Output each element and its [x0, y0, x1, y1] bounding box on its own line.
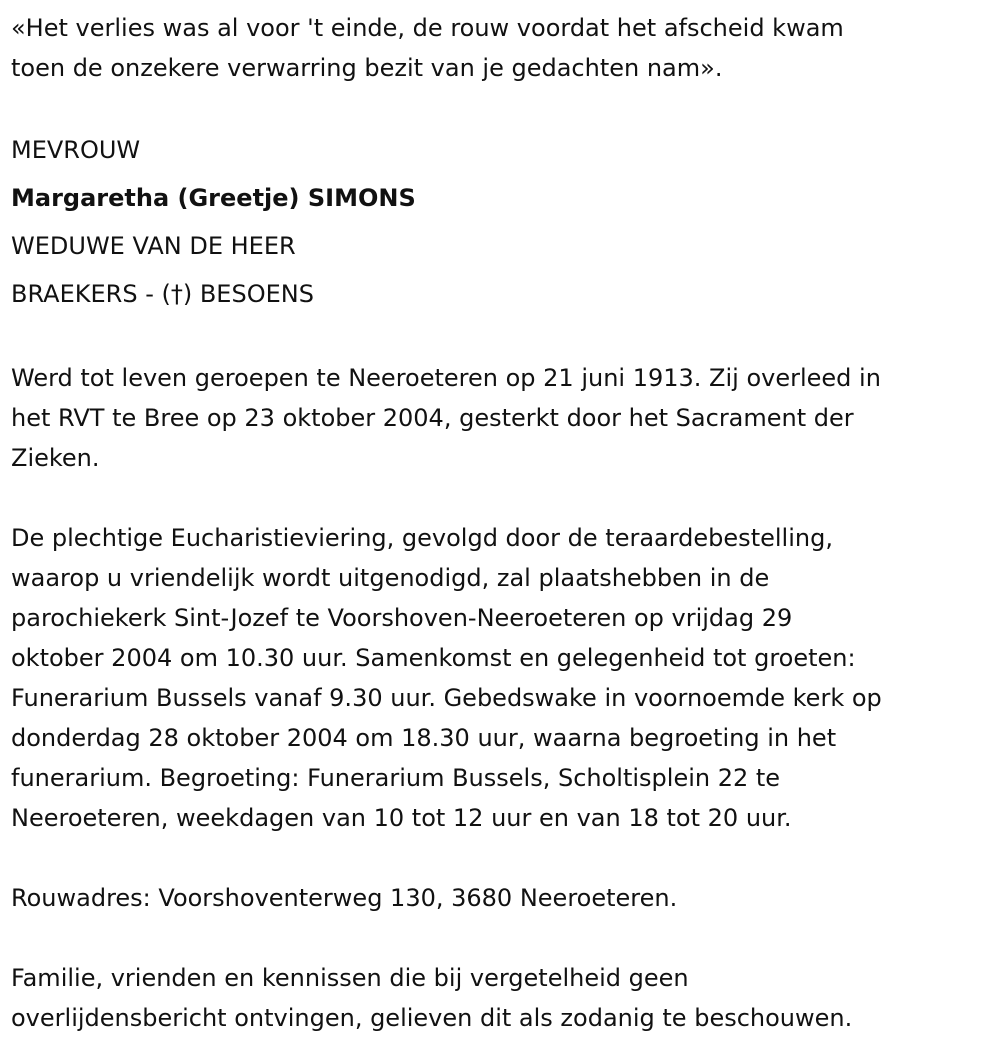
ceremony-paragraph: [11, 518, 986, 838]
paragraph-line: De plechtige Eucharistieviering, gevolgd door de teraardebestelling,: [11, 524, 833, 552]
paragraph-line: donderdag 28 oktober 2004 om 18.30 uur, waarna begroeting in het: [11, 724, 837, 752]
quote-line: «Het verlies was al voor 't einde, de rouw voordat het afscheid kwam: [11, 14, 844, 42]
quote-line: toen de onzekere verwarring bezit van je gedachten nam».: [11, 54, 723, 82]
deceased-name: Margaretha (Greetje) SIMONS: [11, 184, 416, 212]
paragraph-line: funerarium. Begroeting: Funerarium Bussels, Scholtisplein 22 te: [11, 764, 781, 792]
honorific: MEVROUW: [11, 136, 141, 164]
paragraph-line: Werd tot leven geroepen te Neeroeteren op 21 juni 1913. Zij overleed in: [11, 364, 881, 392]
paragraph-line: parochiekerk Sint-Jozef te Voorshoven-Neeroeteren op vrijdag 29: [11, 604, 793, 632]
paragraph-line: Funerarium Bussels vanaf 9.30 uur. Gebedswake in voornoemde kerk op: [11, 684, 882, 712]
opening-quote: [11, 8, 971, 88]
paragraph-line: oktober 2004 om 10.30 uur. Samenkomst en gelegenheid tot groeten:: [11, 644, 856, 672]
paragraph-line: overlijdensbericht ontvingen, gelieven dit als zodanig te beschouwen.: [11, 1004, 853, 1032]
spouse-name: BRAEKERS - (†) BESOENS: [11, 280, 314, 308]
closing-paragraph: [11, 958, 986, 1038]
paragraph-line: waarop u vriendelijk wordt uitgenodigd, zal plaatshebben in de: [11, 564, 770, 592]
relation-label: WEDUWE VAN DE HEER: [11, 232, 296, 260]
death-notice: [11, 8, 991, 1038]
address-paragraph: Rouwadres: Voorshoventerweg 130, 3680 Neeroeteren.: [11, 884, 678, 912]
paragraph-line: het RVT te Bree op 23 oktober 2004, gesterkt door het Sacrament der: [11, 404, 854, 432]
paragraph-line: Neeroeteren, weekdagen van 10 tot 12 uur en van 18 tot 20 uur.: [11, 804, 792, 832]
paragraph-line: Zieken.: [11, 444, 100, 472]
paragraph-line: Familie, vrienden en kennissen die bij vergetelheid geen: [11, 964, 689, 992]
birth-death-paragraph: [11, 358, 986, 478]
